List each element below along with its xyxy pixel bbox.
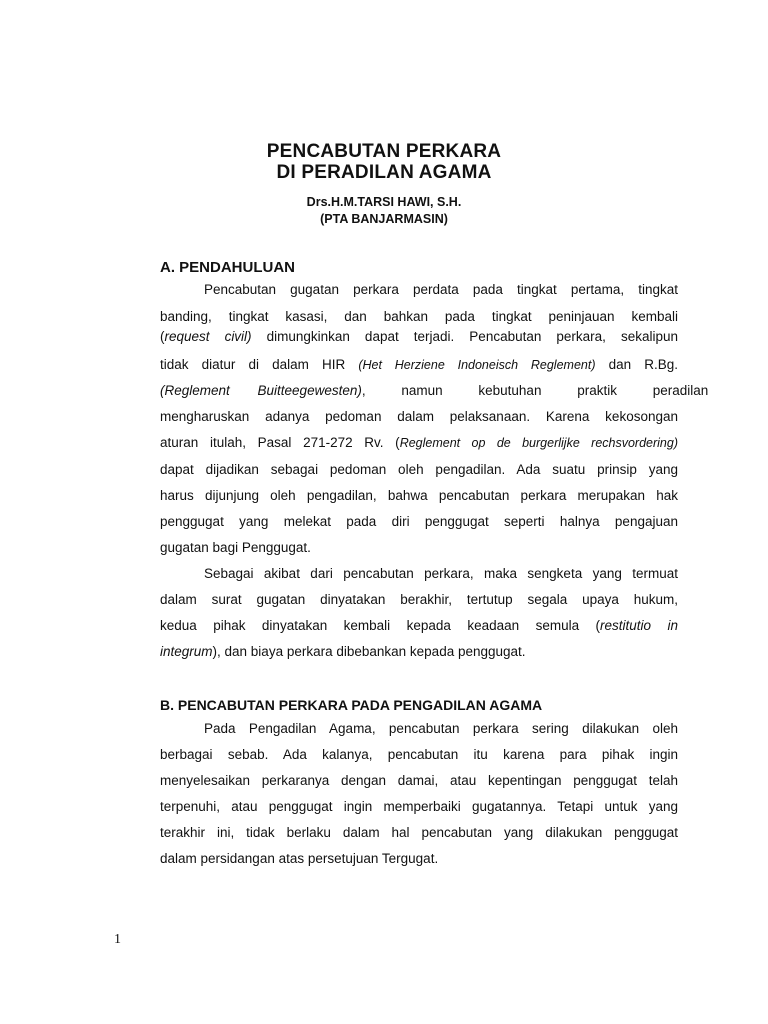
paragraph-line: (Reglement Buitteegewesten), namun kebutuhan praktik peradilan — [160, 383, 709, 398]
paragraph-line: penggugat yang melekat pada diri penggugat seperti halnya pengajuan — [160, 514, 678, 529]
document-title-line-1: PENCABUTAN PERKARA — [266, 141, 502, 162]
paragraph-line: menyelesaikan perkaranya dengan damai, atau kepentingan penggugat telah — [160, 773, 678, 788]
paragraph-line: aturan itulah, Pasal 271-272 Rv. (Reglement op de burgerlijke rechsvordering) — [160, 435, 678, 450]
paragraph-line: tidak diatur di dalam HIR (Het Herziene Indoneisch Reglement) dan R.Bg. — [160, 357, 678, 372]
paragraph-line: Pada Pengadilan Agama, pencabutan perkara sering dilakukan oleh — [204, 721, 678, 736]
document-title-line-2: DI PERADILAN AGAMA — [276, 162, 492, 183]
paragraph-line: terakhir ini, tidak berlaku dalam hal pencabutan yang dilakukan penggugat — [160, 825, 678, 840]
author-affiliation: (PTA BANJARMASIN) — [320, 212, 448, 226]
paragraph-line: harus dijunjung oleh pengadilan, bahwa pencabutan perkara merupakan hak — [160, 488, 678, 503]
section-b-heading: B. PENCABUTAN PERKARA PADA PENGADILAN AGAMA — [160, 697, 543, 713]
paragraph-line: dalam persidangan atas persetujuan Tergugat. — [160, 851, 439, 866]
paragraph-line: gugatan bagi Penggugat. — [160, 540, 311, 555]
section-a-heading: A. PENDAHULUAN — [160, 259, 295, 276]
author-name: Drs.H.M.TARSI HAWI, S.H. — [306, 195, 462, 209]
paragraph-line: terpenuhi, atau penggugat ingin memperbaiki gugatannya. Tetapi untuk yang — [160, 799, 678, 814]
paragraph-line: mengharuskan adanya pedoman dalam pelaksanaan. Karena kekosongan — [160, 409, 678, 424]
page-number: 1 — [114, 932, 121, 947]
paragraph-line: (request civil) dimungkinkan dapat terjadi. Pencabutan perkara, sekalipun — [160, 329, 678, 344]
paragraph-line: dapat dijadikan sebagai pedoman oleh pengadilan. Ada suatu prinsip yang — [160, 462, 678, 477]
paragraph-line: berbagai sebab. Ada kalanya, pencabutan itu karena para pihak ingin — [160, 747, 678, 762]
paragraph-line: dalam surat gugatan dinyatakan berakhir, tertutup segala upaya hukum, — [160, 592, 678, 607]
paragraph-line: Pencabutan gugatan perkara perdata pada tingkat pertama, tingkat — [204, 282, 678, 297]
paragraph-line: kedua pihak dinyatakan kembali kepada keadaan semula (restitutio in — [160, 618, 678, 633]
paragraph-line: integrum), dan biaya perkara dibebankan kepada penggugat. — [160, 644, 526, 659]
paragraph-line: Sebagai akibat dari pencabutan perkara, maka sengketa yang termuat — [204, 566, 678, 581]
paragraph-line: banding, tingkat kasasi, dan bahkan pada tingkat peninjauan kembali — [160, 309, 678, 324]
